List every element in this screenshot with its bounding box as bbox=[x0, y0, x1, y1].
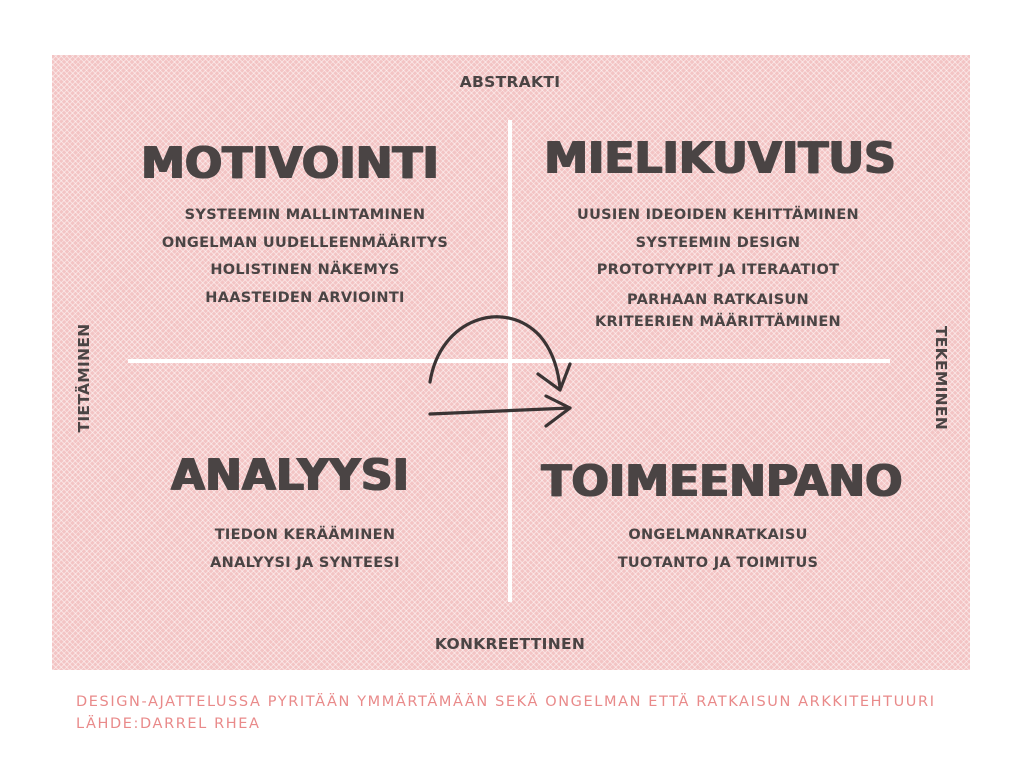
list-item: ONGELMAN UUDELLEENMÄÄRITYS bbox=[161, 234, 449, 251]
list-item: PARHAAN RATKAISUN KRITEERIEN MÄÄRITTÄMINEN bbox=[594, 291, 841, 330]
list-item: UUSIEN IDEOIDEN KEHITTÄMINEN bbox=[577, 207, 859, 223]
straight-arrow-icon bbox=[430, 408, 570, 414]
list-item: HOLISTINEN NÄKEMYS bbox=[210, 262, 400, 278]
list-item: HAASTEIDEN ARVIOINTI bbox=[205, 289, 405, 306]
quadrant-title-mielikuvitus: MIELIKUVITUS bbox=[544, 133, 896, 184]
caption-source: LÄHDE:DARREL RHEA bbox=[76, 716, 261, 732]
axis-label-left: TIETÄMINEN bbox=[75, 323, 93, 433]
straight-arrow-head-icon bbox=[546, 396, 570, 426]
list-item: PROTOTYYPIT JA ITERAATIOT bbox=[596, 262, 840, 278]
caption-text: DESIGN-AJATTELUSSA PYRITÄÄN YMMÄRTÄMÄÄN SEKÄ ONGELMAN ETTÄ RATKAISUN ARKKITEHTUURI bbox=[76, 694, 936, 710]
axis-label-top: ABSTRAKTI bbox=[459, 73, 561, 91]
list-item: TUOTANTO JA TOIMITUS bbox=[617, 554, 819, 571]
axis-label-right: TEKEMINEN bbox=[932, 325, 950, 431]
axis-label-bottom: KONKREETTINEN bbox=[434, 635, 586, 653]
list-item: ANALYYSI JA SYNTEESI bbox=[210, 554, 400, 571]
quadrant-title-analyysi: ANALYYSI bbox=[171, 450, 409, 501]
list-item: TIEDON KERÄÄMINEN bbox=[214, 527, 396, 543]
list-item: ONGELMANRATKAISU bbox=[628, 527, 808, 543]
curved-arrow-head-icon bbox=[538, 364, 570, 390]
list-item: SYSTEEMIN MALLINTAMINEN bbox=[184, 207, 426, 223]
quadrant-title-toimeenpano: TOIMEENPANO bbox=[541, 456, 903, 507]
quadrant-title-motivointi: MOTIVOINTI bbox=[141, 138, 439, 189]
list-item: SYSTEEMIN DESIGN bbox=[635, 234, 801, 251]
